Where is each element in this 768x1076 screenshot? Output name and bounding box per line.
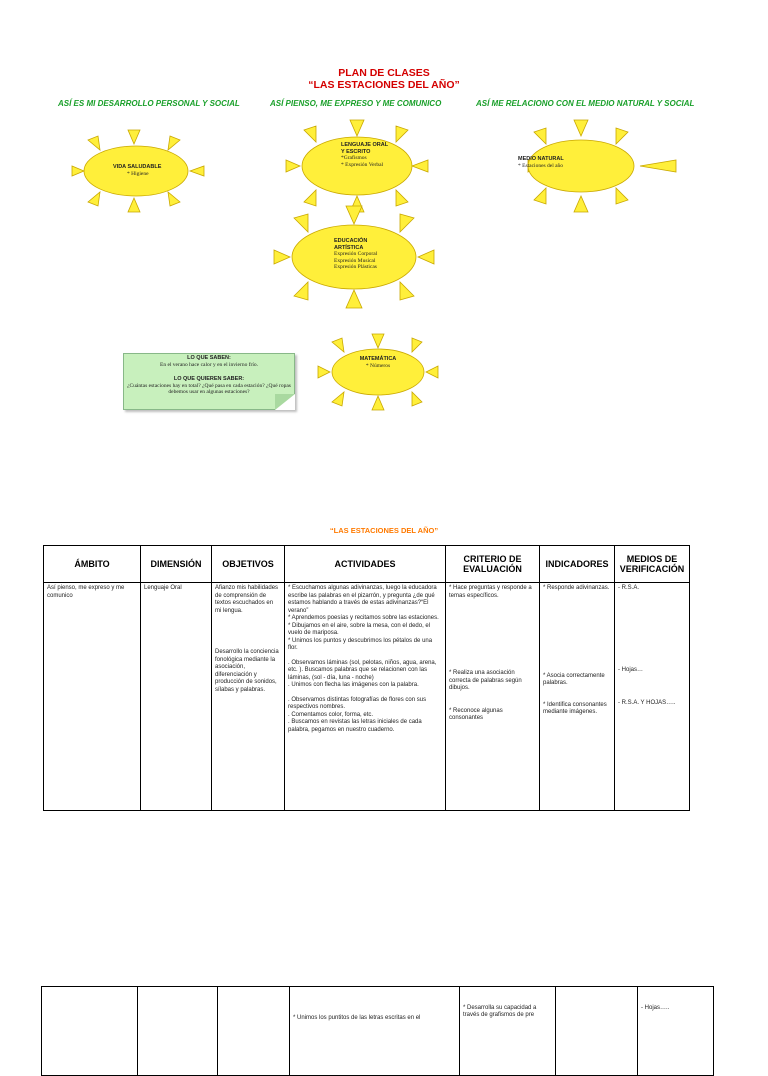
plan-table [43,545,690,811]
domain-medio-natural: ASÍ ME RELACIONO CON EL MEDIO NATURAL Y SOCIAL [476,99,695,108]
cell-indicadores [540,583,615,811]
cell-medios: - Hojas….. [638,987,714,1076]
note-lo-que-saben [123,353,295,410]
sun-vida-saludable-text [113,164,173,177]
cell-empty [556,987,638,1076]
cell-empty [138,987,218,1076]
header-actividades: ACTIVIDADES [285,546,446,583]
objetivo-item: Afianzo mis habilidades de comprensión de textos escuchados en mi lengua. [215,585,279,614]
medio-item: - Hojas… [618,666,644,673]
sun-medio-title: MEDIO NATURAL [518,156,564,162]
sun-matematica-item: * Números [365,362,391,369]
sun-vida-saludable-item: * Higiene [127,170,149,177]
sun-medio-item: * Estaciones del año [518,162,564,169]
sun-educacion-item-1: Expresión Corporal [334,251,378,257]
header-indicadores: INDICADORES [540,546,615,583]
cell-actividades: * Unimos los puntitos de las letras escritas en el [290,987,460,1076]
indicador-item: * Responde adivinanzas. [543,585,610,591]
sun-educacion-title-2: ARTÍSTICA [334,244,364,251]
note-quieren-title: LO QUE QUIEREN SABER: [173,376,245,382]
criterio-item: * Reconoce algunas consonantes [449,707,503,721]
sun-educacion-title-1: EDUCACIÓN [334,238,368,244]
cell-actividades [285,583,446,811]
table-row [42,987,714,1076]
criterio-item: * Hace preguntas y responde a temas específicos. [449,585,532,599]
sun-lenguaje-title-1: LENGUAJE ORAL [341,142,389,148]
header-ambito: ÁMBITO [44,546,141,583]
sun-matematica-text [336,356,420,369]
sun-educacion-artistica-text [334,238,424,271]
note-fold [275,394,295,410]
sun-lenguaje-item-2: * Expresión Verbal [341,161,384,168]
table-row [44,583,690,811]
header-dimension: DIMENSIÓN [141,546,212,583]
cell-empty [218,987,290,1076]
indicador-item: * Identifica consonantes mediante imágenes. [543,701,607,715]
cell-criterio [446,583,540,811]
actividad-item: . Unimos con flecha las imágenes con la palabra. [288,682,419,688]
sun-educacion-item-2: Expresión Musical [334,257,376,264]
sun-lenguaje-oral-text [341,142,421,168]
sun-matematica-icon [316,332,440,412]
sun-vida-saludable-title: VIDA SALUDABLE [113,164,162,170]
actividad-item: * Dibujamos en el aire, sobre la mesa, con el dedo, el vuelo de mariposa. [288,622,431,636]
note-saben-title: LO QUE SABEN: [187,355,231,361]
plan-title: PLAN DE CLASES [338,67,430,79]
criterio-item: * Realiza una asociación correcta de palabras según dibujos. [449,670,522,691]
indicador-item: * Asocia correctamente palabras. [543,672,605,686]
medio-item: - R.S.A. Y HOJAS….. [618,700,676,706]
domain-expreso-comunico: ASÍ PIENSO, ME EXPRESO Y ME COMUNICO [270,99,442,108]
domain-personal-social: ASÍ ES MI DESARROLLO PERSONAL Y SOCIAL [58,99,240,108]
header-criterio: CRITERIO DE EVALUACIÓN [446,546,540,583]
cell-objetivos [212,583,285,811]
sun-educacion-item-3: Expresión Plásticas [334,264,377,270]
actividad-item: * Escuchamos algunas adivinanzas, luego la educadora escribe las palabras en el pizarrón, y pregunta ¿de qué estamos hablando a través de estas adivinanzas?“El verano” [288,585,437,614]
actividad-item: * Unimos los puntos y descubrimos los pétalos de una flor. [288,637,433,651]
header-medios: MEDIOS DE VERIFICACIÓN [615,546,690,583]
table-title: “LAS ESTACIONES DEL AÑO” [329,526,439,535]
plan-table-continued [41,986,714,1076]
cell-criterio: * Desarrolla su capacidad a través de grafismos de pre [460,987,556,1076]
sun-medio-natural-text [518,156,598,169]
sun-matematica-title: MATEMÁTICA [359,356,397,362]
note-saben-text: En el verano hace calor y en el invierno frío. [159,361,259,368]
sun-lenguaje-item-1: *Grafismos [341,155,367,161]
note-quieren-text: ¿Cuántas estaciones hay en total? ¿Qué pasa en cada estación? ¿Qué ropas debemos usar en algunas estaciones? [127,382,291,395]
cell-medios [615,583,690,811]
cell-ambito: Así pienso, me expreso y me comunico [44,583,141,811]
actividad-item: . Buscamos en revistas las letras iniciales de cada palabra, pegamos en nuestro cuaderno. [288,719,422,733]
actividad-item: . Observamos distintas fotografías de flores con sus respectivos nombres. [288,696,427,710]
actividad-item: . Observamos láminas (sol, pelotas, niños, agua, arena, etc. ). Buscamos palabras que se relacionen con las láminas, (sol - día, luna - noche) [288,659,437,681]
actividad-item: . Comentamos color, forma, etc. [288,711,374,718]
medio-item: - R.S.A. [618,585,640,591]
sun-lenguaje-title-2: Y ESCRITO [341,148,371,155]
plan-subtitle: “LAS ESTACIONES DEL AÑO” [308,79,460,91]
cell-empty [42,987,138,1076]
cell-dimension: Lenguaje Oral [141,583,212,811]
actividad-item: * Aprendemos poesías y recitamos sobre las estaciones. [288,615,439,621]
objetivo-item: Desarrollo la conciencia fonológica mediante la asociación, diferenciación y producción de sonidos, sílabas y palabras. [215,649,279,693]
header-objetivos: OBJETIVOS [212,546,285,583]
table-header-row [44,546,690,583]
